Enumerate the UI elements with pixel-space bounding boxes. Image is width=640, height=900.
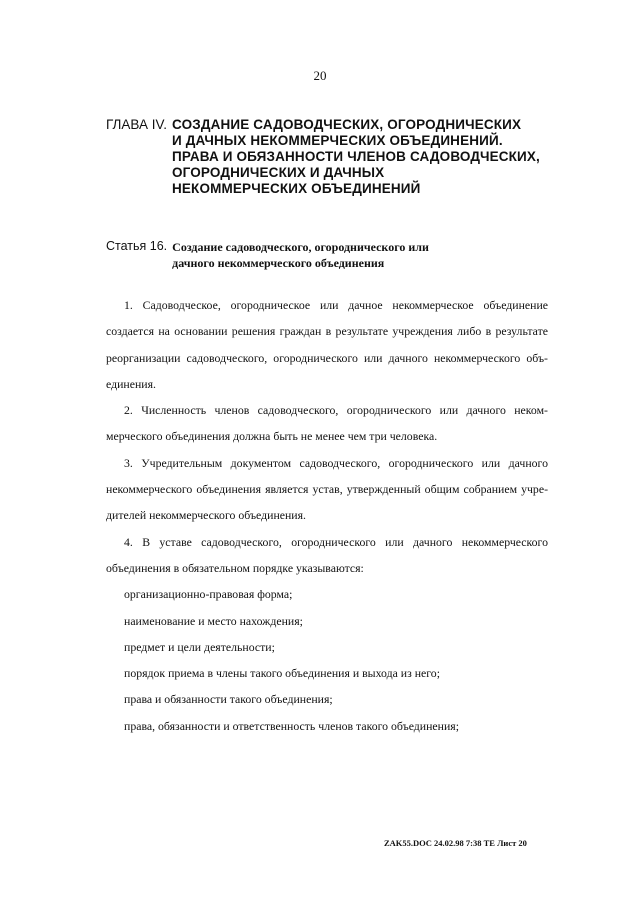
text-line: реорганизации садоводческого, огороднического или дачного некоммерческого объ- (106, 350, 548, 365)
article-body (106, 292, 548, 739)
list-item: организационно-правовая форма; (124, 587, 293, 602)
text-line: создается на основании решения граждан в результате учреждения либо в результате (106, 324, 548, 339)
list-item: предмет и цели деятельности; (124, 639, 275, 654)
chapter-title-line: ОГОРОДНИЧЕСКИХ И ДАЧНЫХ (172, 165, 385, 180)
paragraph-4 (106, 529, 548, 582)
document-footer: ZAK55.DOC 24.02.98 7:38 ТЕ Лист 20 (384, 838, 527, 848)
article-title (172, 239, 429, 271)
text-line: объединения в обязательном порядке указываются: (106, 560, 364, 575)
paragraph-1 (106, 292, 548, 397)
paragraph-2 (106, 397, 548, 450)
list-item: наименование и место нахождения; (124, 613, 303, 628)
paragraph-3 (106, 450, 548, 529)
text-line: дителей некоммерческого объединения. (106, 508, 306, 523)
text-line: 1. Садоводческое, огородническое или дачное некоммерческое объединение (124, 298, 548, 312)
text-line: 4. В уставе садоводческого, огороднического или дачного некоммерческого (124, 534, 548, 549)
chapter-label: ГЛАВА IV. (106, 117, 167, 132)
chapter-title-line: ПРАВА И ОБЯЗАННОСТИ ЧЛЕНОВ САДОВОДЧЕСКИХ, (172, 149, 540, 164)
chapter-title-line: СОЗДАНИЕ САДОВОДЧЕСКИХ, ОГОРОДНИЧЕСКИХ (172, 117, 522, 132)
chapter-title-line: НЕКОММЕРЧЕСКИХ ОБЪЕДИНЕНИЙ (172, 181, 421, 196)
chapter-title-line: И ДАЧНЫХ НЕКОММЕРЧЕСКИХ ОБЪЕДИНЕНИЙ. (172, 133, 503, 148)
text-line: некоммерческого объединения является устав, утвержденный общим собранием учре- (106, 482, 548, 497)
requirements-list (106, 581, 548, 739)
article-heading (106, 239, 586, 271)
list-item: права и обязанности такого объединения; (124, 692, 333, 707)
text-line: 2. Численность членов садоводческого, огороднического или дачного неком- (124, 403, 548, 418)
article-title-line: Создание садоводческого, огороднического или (172, 240, 429, 254)
page-number: 20 (313, 68, 327, 83)
chapter-heading (106, 117, 606, 197)
text-line: 3. Учредительным документом садоводческого, огороднического или дачного (124, 455, 548, 470)
list-item: права, обязанности и ответственность членов такого объединения; (124, 718, 459, 733)
article-title-line: дачного некоммерческого объединения (172, 256, 385, 270)
list-item: порядок приема в члены такого объединения и выхода из него; (124, 666, 440, 681)
chapter-title (172, 117, 540, 197)
article-label: Статья 16. (106, 239, 168, 253)
text-line: единения. (106, 376, 156, 391)
text-line: мерческого объединения должна быть не менее чем три человека. (106, 429, 438, 444)
